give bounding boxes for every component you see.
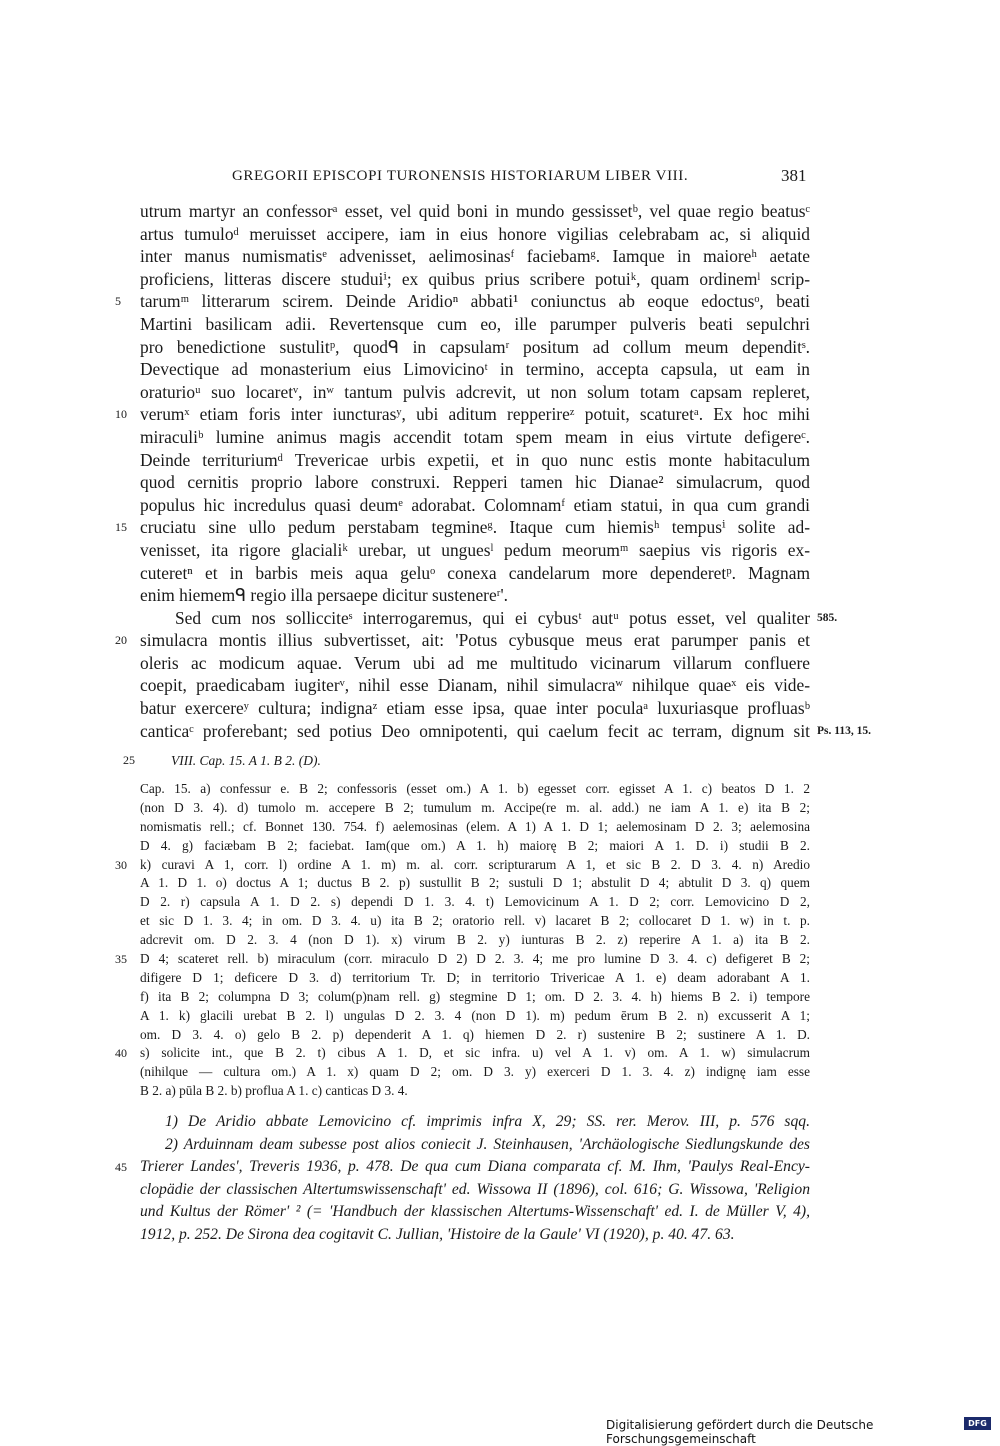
line-number: 45 — [115, 1160, 127, 1174]
body-line-text: quod cernitis proprio labore construxi. Repperi tamen hic Dianae² simulacrum, quod — [140, 472, 810, 493]
body-line-text: coepit, praedicabam iugiterᵛ, nihil esse Dianam, nihil simulacraʷ nihilque quaeˣ eis vide- — [140, 675, 810, 696]
body-line-text: Sed cum nos sollicciteˢ interrogaremus, qui ei cybusᵗ autᵘ potus esset, vel qualiter — [175, 607, 810, 628]
body-line — [140, 381, 810, 404]
footnote-line-text: Trierer Landes', Treveris 1936, p. 478. De qua cum Diana comparata cf. M. Ihm, 'Paulys Real-Ency- — [140, 1158, 810, 1175]
apparatus-line-text: D 4; scateret rell. b) miraculum (corr. miraculo D 2) D 2. 3. 4; me pro lumine D 3. 4. c) defigeret B 2; — [140, 951, 810, 967]
apparatus-line — [140, 969, 810, 988]
margin-note: 585. — [817, 611, 838, 624]
apparatus-line-text: Cap. 15. a) confessur e. B 2; confessoris (esset om.) A 1. b) egesset corr. egisset A 1. c) beatos D 1. 2 — [140, 781, 810, 796]
body-line — [140, 449, 810, 472]
body-line — [140, 200, 810, 223]
body-line-text: cruciatu sine ullo pedum perstabam tegmineᵍ. Itaque cum hiemisʰ tempusⁱ solite ad- — [140, 517, 810, 538]
footnote-line — [140, 1201, 810, 1224]
page-number: 381 — [781, 166, 807, 185]
apparatus-line — [140, 931, 810, 950]
footnote-line — [115, 1156, 810, 1179]
body-line-text: simulacra montis illius subvertisset, ait: 'Potus cybusque meus erat parumper panis et — [140, 630, 810, 651]
body-line — [140, 358, 810, 381]
margin-note: Ps. 113, 15. — [817, 724, 871, 737]
apparatus-line — [140, 874, 810, 893]
body-line — [115, 516, 810, 539]
body-line-text: miraculiᵇ lumine animus magis accendit totam spem meam in eius virtute defigereᶜ. — [140, 426, 810, 447]
apparatus-line-text: et sic D 1. 3. 4; in om. D 3. 4. u) ita B 2; oratorio rell. v) lacaret B 2; collocaret D 1. w) in t. p. — [140, 913, 810, 929]
running-header — [0, 168, 1000, 192]
line-number: 40 — [115, 1046, 127, 1061]
body-line-text: Devectique ad monasterium eius Limovicinoᵗ in termino, accepta capsula, ut eam in — [140, 359, 810, 380]
apparatus-line — [140, 818, 810, 837]
body-line-text: enim hiememᑫ regio illa persaepe dicitur sustenereʳ'. — [140, 585, 508, 606]
body-line-text: Martini basilicam adii. Revertensque cum eo, ille parumper pulveris beati sepulchri — [140, 313, 810, 334]
footnotes — [115, 1111, 810, 1246]
body-line-text: tarumᵐ litterarum scirem. Deinde Aridioⁿ abbati¹ coniunctus ab eoque edoctusᵒ, beati — [140, 291, 810, 312]
footnote-line-text: 2) Arduinnam deam subesse post alios coniecit J. Steinhausen, 'Archäologische Siedlungskunde des — [165, 1135, 810, 1153]
apparatus-line-text: D 4. g) faciæbam B 2; faciebat. Iam(que om.) A 1. h) maiorę B 2; maiori A 1. D. i) studii B 2. — [140, 837, 810, 853]
body-line — [140, 720, 871, 743]
line-number: 30 — [115, 857, 127, 872]
apparatus-line — [115, 950, 810, 969]
apparatus-line-text: adcrevit om. D 2. 3. 4 (non D 1). x) virum B 2. y) iunturas B 2. z) reperire A 1. a) ita B 2. — [140, 932, 810, 948]
body-line — [115, 290, 810, 313]
apparatus-line — [140, 1007, 810, 1026]
body-line — [140, 652, 810, 675]
apparatus-line — [140, 988, 810, 1007]
apparatus-line-text: A 1. k) glacili urebat B 2. l) ungulas D 2. 3. 4 (non D 1). m) pedum ērum B 2. n) excusserit A 1; — [140, 1007, 810, 1023]
body-line-text: utrum martyr an confessorᵃ esset, vel quid boni in mundo gessissetᵇ, vel quae regio beatusᶜ — [140, 201, 810, 221]
footnote-line — [140, 1179, 810, 1202]
apparatus-line — [140, 837, 810, 856]
body-line — [140, 539, 810, 562]
body-line-text: verumˣ etiam foris inter iuncturasʸ, ubi aditum repperireᶻ potuit, scaturetᵃ. Ex hoc mihi — [140, 404, 810, 425]
body-line — [140, 426, 810, 449]
line-number: 20 — [115, 633, 127, 648]
body-line-text: inter manus numismatisᵉ advenisset, aelimosinasᶠ faciebamᵍ. Iamque in maioreʰ aetate — [140, 246, 810, 267]
footnote-line-text: 1) De Aridio abbate Lemovicino cf. imprimis infra X, 29; SS. rer. Merov. III, p. 576 sqq. — [165, 1113, 810, 1130]
body-line — [140, 471, 810, 494]
body-line — [140, 584, 810, 607]
apparatus-line — [140, 912, 810, 931]
body-line — [140, 313, 810, 336]
footnote-line-text: clopädie der classischen Altertumswissenschaft' ed. Wissowa II (1896), col. 616; G. Wissowa, 'Religion — [140, 1180, 810, 1198]
body-line-text: proficiens, litteras discere studuiⁱ; ex quibus prius scribere potuiᵏ, quam ordinemˡ scrip- — [140, 268, 810, 289]
apparatus-line — [140, 1063, 810, 1082]
body-line — [140, 697, 810, 720]
footnote-line — [140, 1224, 810, 1247]
apparatus-line — [115, 1044, 810, 1063]
apparatus-line — [140, 799, 810, 818]
apparatus-line-text: s) solicite int., que B 2. t) cibus A 1. D, et sic infra. u) vel A 1. v) om. A 1. w) simulacrum — [140, 1045, 810, 1061]
body-line — [140, 674, 810, 697]
apparatus-line-text: D 2. r) capsula A 1. D 2. s) dependi D 1. 3. 4. t) Lemovicinum A 1. D 2; corr. Lemovicino D 2, — [140, 894, 810, 910]
apparatus-line-text: om. D 3. 4. o) gelo B 2. p) dependerit A 1. q) hiemen D 2. r) sustenire B 2; sustinere A 1. D. — [140, 1026, 810, 1042]
body-line-text: artus tumuloᵈ meruisset accipere, iam in eius honore vigilias celebrabam ac, si aliquid — [140, 223, 810, 244]
body-line — [115, 629, 810, 652]
body-line — [140, 223, 810, 246]
footnote-line — [140, 1111, 810, 1134]
apparatus-line-text: k) curavi A 1, corr. l) ordine A 1. m) m. al. corr. scripturarum A 1, et sic B 2. D 3. 4. n) Aredio — [140, 856, 810, 872]
apparatus-line-text: A 1. D 1. o) doctus A 1; ductus B 2. p) sustullit B 2; sustuli D 1; abstulit D 4; abtulit D 3. q) quem — [140, 875, 810, 891]
body-line-text: populus hic incredulus quasi deumᵉ adorabat. Colomnamᶠ etiam statui, in qua cum grandi — [140, 494, 810, 515]
body-line-text: venisset, ita rigore glacialiᵏ urebar, ut unguesˡ pedum meorumᵐ saepius vis rigoris ex- — [140, 539, 810, 560]
dfg-logo: DFG — [964, 1417, 991, 1430]
body-line — [140, 336, 810, 359]
body-line — [140, 245, 810, 268]
body-line-text: pro benedictione sustulitᵖ, quodᑫ in capsulamʳ positum ad collum meum dependitˢ. — [140, 336, 810, 357]
digitization-note: Digitalisierung gefördert durch die Deutsche Forschungsgemeinschaft — [606, 1418, 874, 1446]
apparatus-line — [115, 856, 810, 875]
apparatus-line-text: difigere D 1; deficere D 3. d) territorium Tr. D; in territorio Trivericae A 1. e) deam adorabant A 1. — [140, 969, 810, 985]
body-line — [140, 607, 838, 630]
apparatus-reference-text: VIII. Cap. 15. A 1. B 2. (D). — [171, 753, 321, 768]
line-number: 25 — [123, 753, 135, 767]
apparatus-line-text: f) ita B 2; columpna D 3; colum(p)nam rell. g) stegmine D 1; om. D 2. 3. 4. h) hiems B 2. i) tempore — [140, 988, 810, 1004]
body-line-text: canticaᶜ proferebant; sed potius Deo omnipotenti, qui caelum fecit ac terram, dignum sit — [140, 720, 810, 741]
apparatus-line-text: (nihilque — cultura om.) A 1. x) quam D 2; om. D 3. y) exerceri D 1. 3. 4. z) indignę iam esse — [140, 1064, 810, 1080]
apparatus-line — [140, 1026, 810, 1045]
body-line — [140, 494, 810, 517]
apparatus-line-text: B 2. a) pūla B 2. b) proflua A 1. c) canticas D 3. 4. — [140, 1083, 408, 1099]
body-line-text: oraturioᵘ suo locaretᵛ, inʷ tantum pulvis adcrevit, ut non solum totam capsam repleret, — [140, 381, 810, 402]
apparatus-line-text: (non D 3. 4). d) tumolo m. accepere B 2; tumulum m. Accipe(re m. al. add.) ne iam A 1. e) ita B 2; — [140, 799, 810, 815]
apparatus-line-text: nomismatis rell.; cf. Bonnet 130. 754. f) aelemosinas (elem. A 1) A 1. D 1; aelemosinam D 2. 3; aelemosina — [140, 818, 810, 834]
body-line-text: Deinde territuriumᵈ Trevericae urbis expetii, et in quo nunc estis monte habitaculum — [140, 449, 810, 470]
body-line — [140, 268, 810, 291]
body-line — [115, 403, 810, 426]
apparatus-line — [140, 780, 810, 799]
line-number: 10 — [115, 407, 127, 422]
apparatus-line — [140, 1082, 810, 1101]
line-number: 5 — [115, 294, 121, 309]
body-line — [140, 562, 810, 585]
body-line-text: batur exercereʸ cultura; indignaᶻ etiam esse ipsa, quae inter poculaᵃ luxuriasque profluasᵇ — [140, 698, 810, 719]
running-title: GREGORII EPISCOPI TURONENSIS HISTORIARUM LIBER VIII. — [232, 168, 689, 184]
body-line-text: cuteretⁿ et in barbis meis aqua geluᵒ conexa candelarum more dependeretᵖ. Magnam — [140, 562, 810, 583]
critical-apparatus — [115, 780, 810, 1101]
footnote-line-text: und Kultus der Römer' ² (= 'Handbuch der klassischen Altertums-Wissenschaft' ed. I. de Müller V, 4), — [140, 1203, 810, 1220]
footnote-line-text: 1912, p. 252. De Sirona dea cogitavit C. Jullian, 'Histoire de la Gaule' VI (1920), p. 40. 47. 63. — [140, 1225, 735, 1243]
footnote-line — [140, 1134, 810, 1157]
main-text — [115, 200, 871, 742]
body-line-text: oleris ac modicum aquae. Verum ubi ad me multitudo vicinarum villarum confluere — [140, 652, 810, 673]
line-number: 15 — [115, 520, 127, 535]
apparatus-line — [140, 893, 810, 912]
line-number: 35 — [115, 952, 127, 967]
